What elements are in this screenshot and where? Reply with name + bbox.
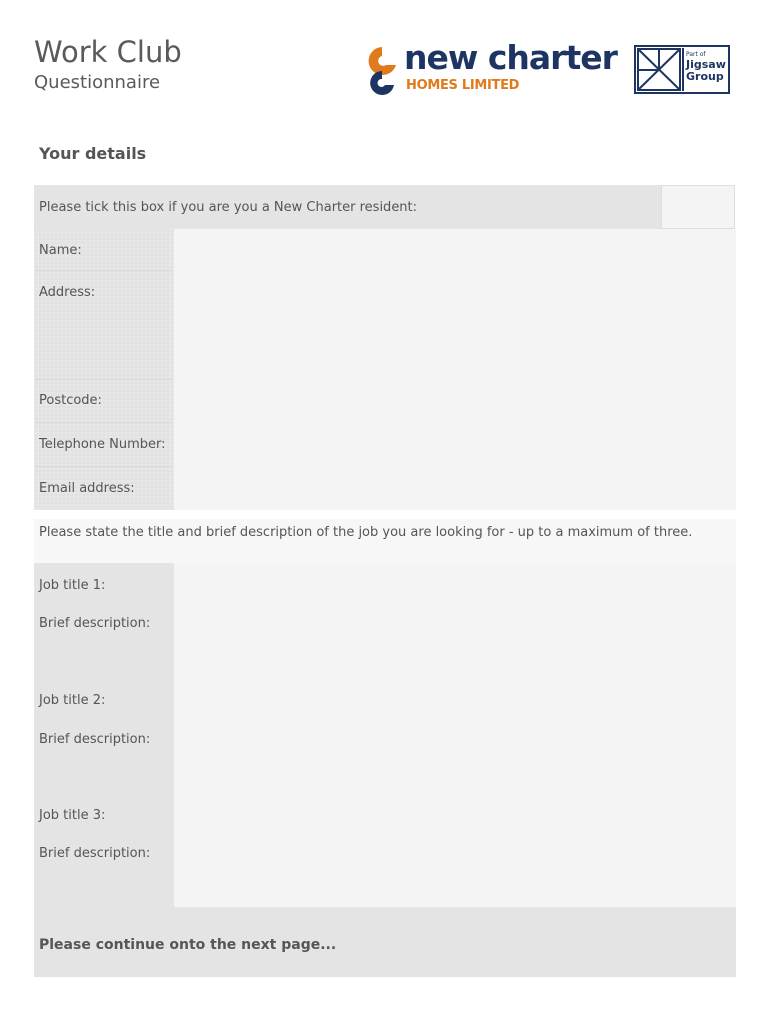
new-charter-logo-icon <box>366 45 398 95</box>
job-title-1-label: Job title 1: <box>39 578 106 593</box>
email-label: Email address: <box>39 481 135 496</box>
logo-name: new charter <box>404 38 617 77</box>
jigsaw-divider <box>682 48 684 91</box>
jigsaw-mark-icon <box>637 48 681 91</box>
resident-label: Please tick this box if you are you a New Charter resident: <box>39 200 418 215</box>
divider <box>36 379 172 380</box>
page-subtitle: Questionnaire <box>34 72 161 93</box>
details-label-column <box>34 229 174 510</box>
divider <box>36 466 172 467</box>
telephone-label: Telephone Number: <box>39 437 166 452</box>
logo-partner-line1: Jigsaw <box>686 58 726 71</box>
details-input-area[interactable] <box>174 229 736 510</box>
logo-partner-prefix: Part of <box>686 51 706 58</box>
job-title-2-label: Job title 2: <box>39 693 106 708</box>
divider <box>36 422 172 423</box>
job-title-3-label: Job title 3: <box>39 808 106 823</box>
logo-partner-line2: Group <box>686 70 724 83</box>
jobs-input-area[interactable] <box>174 563 736 907</box>
page-title: Work Club <box>34 35 182 69</box>
address-label: Address: <box>39 285 96 300</box>
job-desc-1-label: Brief description: <box>39 616 151 631</box>
section-title: Your details <box>39 144 147 163</box>
divider <box>36 270 172 271</box>
resident-checkbox[interactable] <box>661 185 735 229</box>
job-desc-2-label: Brief description: <box>39 732 151 747</box>
logo-subname: HOMES LIMITED <box>406 78 520 93</box>
job-desc-3-label: Brief description: <box>39 846 151 861</box>
postcode-label: Postcode: <box>39 393 102 408</box>
name-label: Name: <box>39 243 82 258</box>
continue-note: Please continue onto the next page... <box>39 937 337 953</box>
jobs-instruction: Please state the title and brief description of the job you are looking for - up to a maximum of three. <box>39 525 693 540</box>
